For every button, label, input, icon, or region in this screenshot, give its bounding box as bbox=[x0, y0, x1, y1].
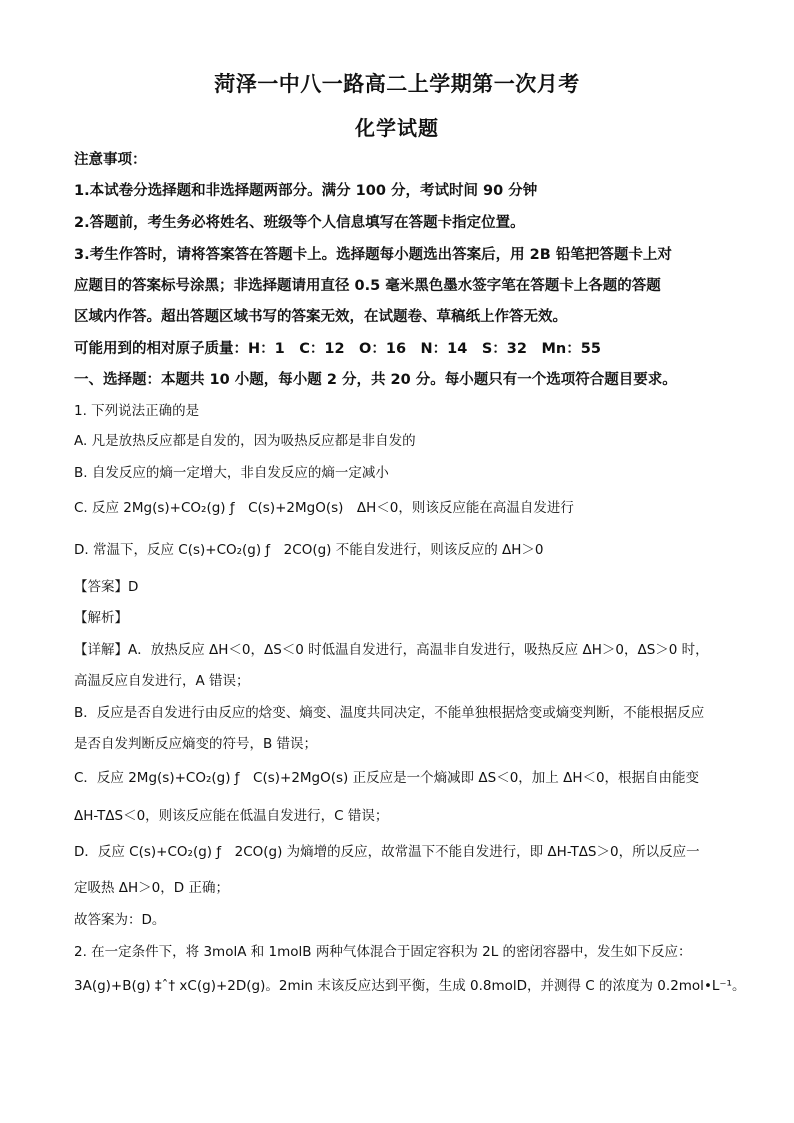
analysis-label: 【解析】 bbox=[74, 610, 128, 626]
answer-label: 【答案】D bbox=[74, 579, 139, 595]
option-d: D. 常温下，反应 C(s)+CO₂(g) ƒ 2CO(g) 不能自发进行，则该反应的 ΔH＞0 bbox=[74, 542, 544, 558]
explanation-line: 高温反应自发进行，A 错误； bbox=[74, 673, 250, 689]
note-item: 1.本试卷分选择题和非选择题两部分。满分 100 分，考试时间 90 分钟 bbox=[74, 183, 538, 199]
section-heading: 一、选择题：本题共 10 小题，每小题 2 分，共 20 分。每小题只有一个选项符合题目要求。 bbox=[74, 372, 677, 388]
explanation-line: 【详解】A．放热反应 ΔH＜0，ΔS＜0 时低温自发进行，高温非自发进行，吸热反应 ΔH＞0，ΔS＞0 时， bbox=[74, 642, 709, 658]
explanation-line: 定吸热 ΔH＞0，D 正确； bbox=[74, 880, 229, 896]
note-item: 应题目的答案标号涂黑；非选择题请用直径 0.5 毫米黑色墨水签字笔在答题卡上各题的答题 bbox=[74, 278, 661, 294]
option-a: A. 凡是放热反应都是自发的，因为吸热反应都是非自发的 bbox=[74, 433, 416, 449]
option-b: B. 自发反应的熵一定增大，非自发反应的熵一定减小 bbox=[74, 465, 389, 481]
page-title: 菏泽一中八一路高二上学期第一次月考 bbox=[214, 72, 580, 96]
page-subtitle: 化学试题 bbox=[355, 116, 439, 140]
option-c: C. 反应 2Mg(s)+CO₂(g) ƒ C(s)+2MgO(s) ΔH＜0，则该反应能在高温自发进行 bbox=[74, 500, 574, 516]
explanation-line: 故答案为：D。 bbox=[74, 912, 166, 928]
explanation-line: 是否自发判断反应熵变的符号，B 错误； bbox=[74, 736, 318, 752]
note-item: 区域内作答。超出答题区域书写的答案无效，在试题卷、草稿纸上作答无效。 bbox=[74, 309, 567, 325]
note-item: 2.答题前，考生务必将姓名、班级等个人信息填写在答题卡指定位置。 bbox=[74, 215, 525, 231]
explanation-line: C．反应 2Mg(s)+CO₂(g) ƒ C(s)+2MgO(s) 正反应是一个熵减即 ΔS＜0，加上 ΔH＜0，根据自由能变 bbox=[74, 770, 700, 786]
atomic-masses: 可能用到的相对原子质量：H：1 C：12 O：16 N：14 S：32 Mn：55 bbox=[74, 341, 601, 357]
explanation-line: D．反应 C(s)+CO₂(g) ƒ 2CO(g) 为熵增的反应，故常温下不能自发进行，即 ΔH-TΔS＞0，所以反应一 bbox=[74, 844, 700, 860]
notes-heading: 注意事项： bbox=[74, 152, 147, 168]
question-stem: 2. 在一定条件下，将 3molA 和 1molB 两种气体混合于固定容积为 2L 的密闭容器中，发生如下反应： bbox=[74, 944, 692, 960]
question-stem: 1. 下列说法正确的是 bbox=[74, 403, 200, 419]
explanation-line: ΔH-TΔS＜0，则该反应能在低温自发进行，C 错误； bbox=[74, 808, 389, 824]
question-line: 3A(g)+B(g) ‡ˆ† xC(g)+2D(g)。2min 末该反应达到平衡，生成 0.8molD，并测得 C 的浓度为 0.2mol•L⁻¹。 bbox=[74, 978, 746, 994]
explanation-line: B．反应是否自发进行由反应的焓变、熵变、温度共同决定，不能单独根据焓变或熵变判断，不能根据反应 bbox=[74, 705, 705, 721]
note-item: 3.考生作答时，请将答案答在答题卡上。选择题每小题选出答案后，用 2B 铅笔把答题卡上对 bbox=[74, 247, 672, 263]
